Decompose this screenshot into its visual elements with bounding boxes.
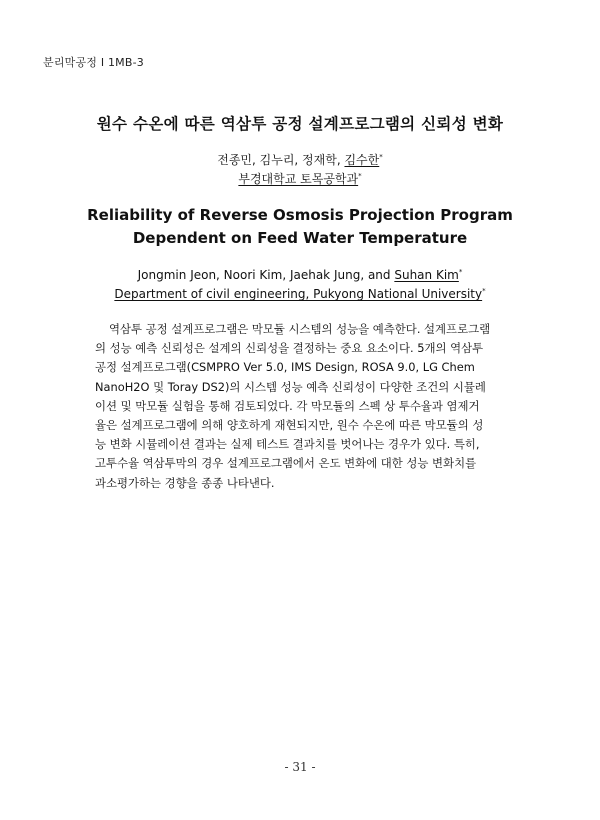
english-author-list: Jongmin Jeon, Noori Kim, Jaehak Jung, and [137,268,395,282]
abstract-line-1: 역삼투 공정 설계프로그램은 막모듈 시스템의 성능을 예측한다. 설계프로그램 [109,322,491,336]
korean-corresponding-mark: * [379,153,383,161]
korean-affiliation-text: 부경대학교 토목공학과 [238,172,359,186]
korean-affiliation-mark: * [358,172,362,180]
session-header: 분리막공정 Ⅰ 1MB-3 [43,56,144,69]
abstract-line-5: 이션 및 막모듈 실험을 통해 검토되었다. 각 막모듈의 스펙 상 투수율과 염제거 [95,398,480,413]
korean-affiliation [0,170,600,187]
english-affiliation-text: Department of civil engineering, Pukyong National University [114,287,483,301]
korean-author-list: 전종민, 김누리, 정재학, [217,153,345,167]
english-corresponding-mark: * [458,268,463,276]
korean-corresponding-author: 김수한 [344,153,380,167]
english-corresponding-author: Suhan Kim [394,268,459,282]
abstract-line-9: 과소평가하는 경향을 종종 나타낸다. [95,475,275,490]
korean-authors [0,151,600,168]
abstract-line-8: 고투수율 역삼투막의 경우 설계프로그램에서 온도 변화에 대한 성능 변화치를 [95,456,477,471]
abstract-line-7: 능 변화 시뮬레이션 결과는 실제 테스트 결과치를 벗어나는 경우가 있다. 특히, [95,437,480,452]
english-affiliation-mark: * [482,287,486,295]
abstract-line-2: 의 성능 예측 신뢰성은 설계의 신뢰성을 결정하는 중요 요소이다. 5개의 역삼투 [95,341,484,356]
abstract-line-3: 공정 설계프로그램(CSMPRO Ver 5.0, IMS Design, ROSA 9.0, LG Chem [95,360,475,375]
abstract-body [95,320,507,493]
abstract-line-4: NanoH2O 및 Toray DS2)의 시스템 성능 예측 신뢰성이 다양한 조건의 시뮬레 [95,379,486,394]
english-authors [0,268,600,282]
english-title [0,204,600,250]
english-affiliation [0,287,600,301]
abstract-line-6: 율은 설계프로그램에 의해 양호하게 재현되지만, 원수 수온에 따른 막모듈의 성 [95,418,484,433]
page-number: - 31 - [284,760,316,774]
english-title-line-1: Reliability of Reverse Osmosis Projection Program [87,206,513,224]
english-title-line-2: Dependent on Feed Water Temperature [132,229,468,247]
korean-title: 원수 수온에 따른 역삼투 공정 설계프로그램의 신뢰성 변화 [96,115,504,133]
